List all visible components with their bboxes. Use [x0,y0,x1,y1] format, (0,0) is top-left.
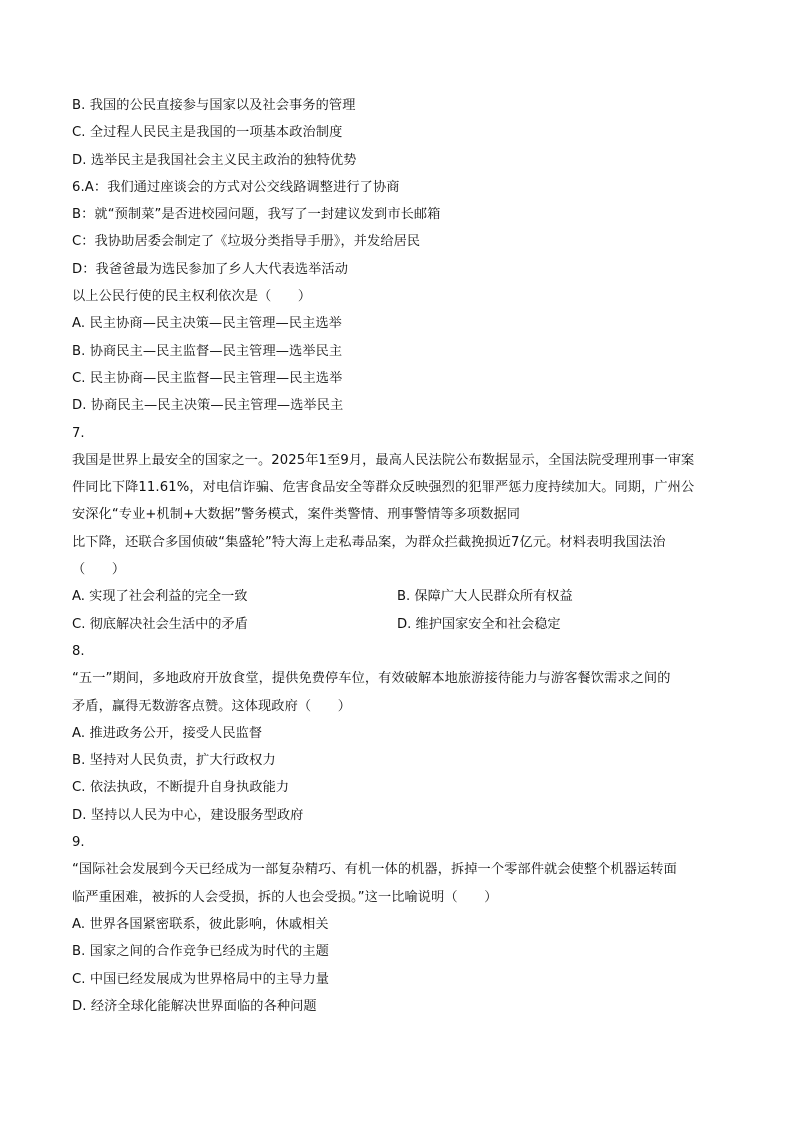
q7-option-a: A. 实现了社会利益的完全一致 [72,589,248,605]
q6-option-b: B. 协商民主—民主监督—民主管理—选举民主 [72,343,343,359]
question-9 [72,829,722,1020]
q9-stem-line: “国际社会发展到今天已经成为一部复杂精巧、有机一体的机器，拆掉一个零部件就会使整个机器运转面 [72,862,677,878]
q7-stem-line: 我国是世界上最安全的国家之一。2025年1至9月，最高人民法院公布数据显示，全国法院受理刑事一审案 [72,452,695,468]
question-6 [72,174,722,420]
q9-number: 9. [72,835,85,851]
q6-stem-line: D：我爸爸最为选民参加了乡人大代表选举活动 [72,261,349,277]
q8-stem-line: 矛盾，赢得无数游客点赞。这体现政府（ ） [72,698,352,714]
q5-option-b: B. 我国的公民直接参与国家以及社会事务的管理 [72,98,356,113]
q7-option-c: C. 彻底解决社会生活中的矛盾 [72,616,248,632]
q7-option-row [72,583,722,610]
q8-stem-line: “五一”期间，多地政府开放食堂，提供免费停车位，有效破解本地旅游接待能力与游客餐饮需求之间的 [72,671,671,687]
q8-number: 8. [72,643,85,659]
q7-answer-bracket: （ ） [72,562,126,578]
question-7 [72,420,722,638]
q8-option-d: D. 坚持以人民为中心，建设服务型政府 [72,807,304,823]
q9-option-c: C. 中国已经发展成为世界格局中的主导力量 [72,971,330,987]
q9-option-d: D. 经济全球化能解决世界面临的各种问题 [72,998,317,1014]
q9-stem-line: 临严重困难，被拆的人会受损，拆的人也会受损。”这一比喻说明（ ） [72,889,498,905]
q6-stem-line: C：我协助居委会制定了《垃圾分类指导手册》，并发给居民 [72,234,421,250]
q8-option-b: B. 坚持对人民负责，扩大行政权力 [72,753,276,769]
q6-stem-line: B：就“预制菜”是否进校园问题，我写了一封建议发到市长邮箱 [72,207,441,223]
q7-stem-line: 件同比下降11.61%，对电信诈骗、危害食品安全等群众反映强烈的犯罪严惩力度持续加大。同期，广州公 [72,480,695,496]
q7-option-d: D. 维护国家安全和社会稳定 [397,616,561,632]
q7-stem-line: 比下降，还联合多国侦破“集盛轮”特大海上走私毒品案，为群众拦截挽损近7亿元。材料表明我国法治 [72,534,666,550]
q6-option-d: D. 协商民主—民主决策—民主管理—选举民主 [72,398,344,414]
q5-option-c: C. 全过程人民民主是我国的一项基本政治制度 [72,125,343,141]
q7-stem-line: 安深化“专业+机制+大数据”警务模式，案件类警情、刑事警情等多项数据同 [72,507,521,523]
question-5-options [72,92,722,174]
exam-page [72,92,722,1020]
question-8 [72,638,722,829]
q7-number: 7. [72,425,85,441]
q9-option-a: A. 世界各国紧密联系，彼此影响，休戚相关 [72,916,329,932]
q6-question: 以上公民行使的民主权利依次是（ ） [72,289,312,305]
q8-option-a: A. 推进政务公开，接受人民监督 [72,725,263,741]
q8-option-c: C. 依法执政，不断提升自身执政能力 [72,780,290,796]
q9-option-b: B. 国家之间的合作竞争已经成为时代的主题 [72,944,329,960]
q5-option-d: D. 选举民主是我国社会主义民主政治的独特优势 [72,152,357,168]
q7-option-b: B. 保障广大人民群众所有权益 [397,589,573,605]
q6-option-c: C. 民主协商—民主监督—民主管理—民主选举 [72,370,343,386]
q7-option-row [72,611,722,638]
q6-option-a: A. 民主协商—民主决策—民主管理—民主选举 [72,316,342,332]
q6-stem-line: 6.A：我们通过座谈会的方式对公交线路调整进行了协商 [72,179,400,195]
